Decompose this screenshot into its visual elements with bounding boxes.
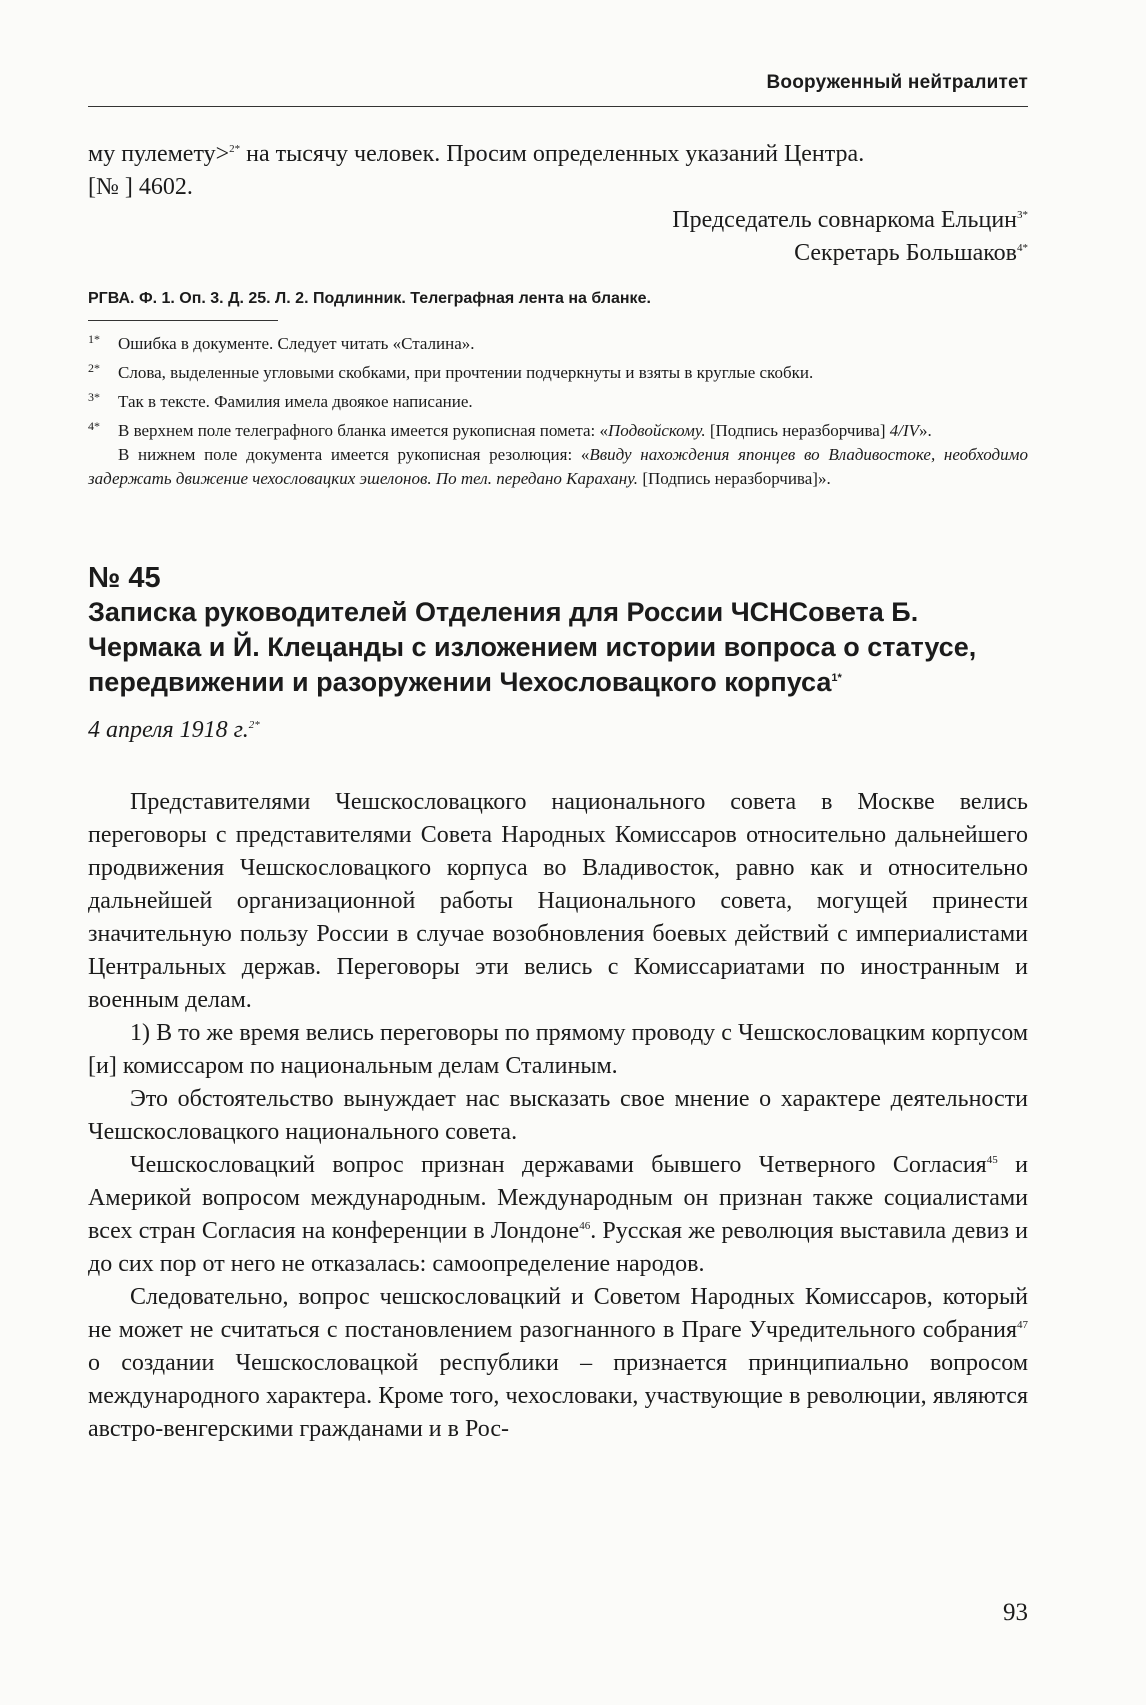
paragraph: Следовательно, вопрос чешскословацкий и Советом Народных Комиссаров, который не может не считаться с постановлением разогнанного в Праге Учредительного собрания$^{47}$ о создании Чешскословацкой республики – признается принципиально вопросом международного характера. Кроме того, чехословаки, участвующие в революции, являются австро-венгерскими гражданами и в Рос-: [88, 1284, 1028, 1442]
document-title: Записка руководителей Отделения для России ЧСНСовета Б. Чермака и Й. Клецанды с изложением истории вопроса о статусе, передвижении и разоружении Чехословацкого корпуса$^{1*}$: [88, 597, 977, 697]
signature-secretary: Секретарь Большаков$^{4*}$: [794, 240, 1028, 266]
footnote: 2* Слова, выделенные угловыми скобками, при прочтении подчеркнуты и взяты в круглые скобки.: [88, 361, 814, 382]
archive-reference: РГВА. Ф. 1. Оп. 3. Д. 25. Л. 2. Подлинник. Телеграфная лента на бланке.: [88, 290, 651, 307]
footnote-divider: [88, 320, 278, 321]
continued-text: му пулемету>$^{2*}$ на тысячу человек. Просим определенных указаний Центра. [№ ] 4602.: [88, 141, 865, 200]
paragraph: Чешскословацкий вопрос признан державами бывшего Четверного Согласия$^{45}$ и Америкой вопросом международным. Международным он признан также социалистами всех стран Согласия на конференции в Лондоне$^{46}$. Русская же революция выставила девиз и до сих пор от него не отказалась: самоопределение народов.: [88, 1152, 1028, 1277]
running-title: Вооруженный нейтралитет: [766, 72, 1028, 93]
paragraph: Это обстоятельство вынуждает нас высказать свое мнение о характере деятельности Чешскословацкого национального совета.: [88, 1086, 1028, 1145]
page-content: [88, 138, 1028, 1446]
paragraph: 1) В то же время велись переговоры по прямому проводу с Чешскословацким корпусом [и] комиссаром по национальным делам Сталиным.: [88, 1020, 1028, 1079]
page-number: 93: [1003, 1599, 1028, 1626]
running-header: [88, 66, 1028, 107]
signature-chairman: Председатель совнаркома Ельцин$^{3*}$: [672, 207, 1028, 233]
footnote: 1* Ошибка в документе. Следует читать «Сталина».: [88, 332, 475, 353]
paragraph: Представителями Чешскословацкого национального совета в Москве велись переговоры с представителями Совета Народных Комиссаров относительно дальнейшего продвижения Чешскословацкого корпуса во Владивосток, равно как и относительно дальнейшей организационной работы Национального совета, могущей принести значительную пользу России в случае возобновления боевых действий с империалистами Центральных держав. Переговоры эти велись с Комиссариатами по иностранным и военным делам.: [88, 789, 1028, 1013]
document-number: № 45: [88, 562, 161, 594]
footnote: 4* В верхнем поле телеграфного бланка имеется рукописная помета: «Подвойскому. [Подпись неразборчива] 4/IV».: [88, 419, 932, 440]
footnote-note: В нижнем поле документа имеется рукописная резолюция: «Ввиду нахождения японцев во Владивостоке, необходимо задержать движение чехословацких эшелонов. По тел. передано Караханy. [Подпись неразборчива]».: [88, 445, 1029, 488]
footnote: 3* Так в тексте. Фамилия имела двоякое написание.: [88, 390, 473, 411]
document-date: 4 апреля 1918 г.$^{2*}$: [88, 717, 260, 743]
